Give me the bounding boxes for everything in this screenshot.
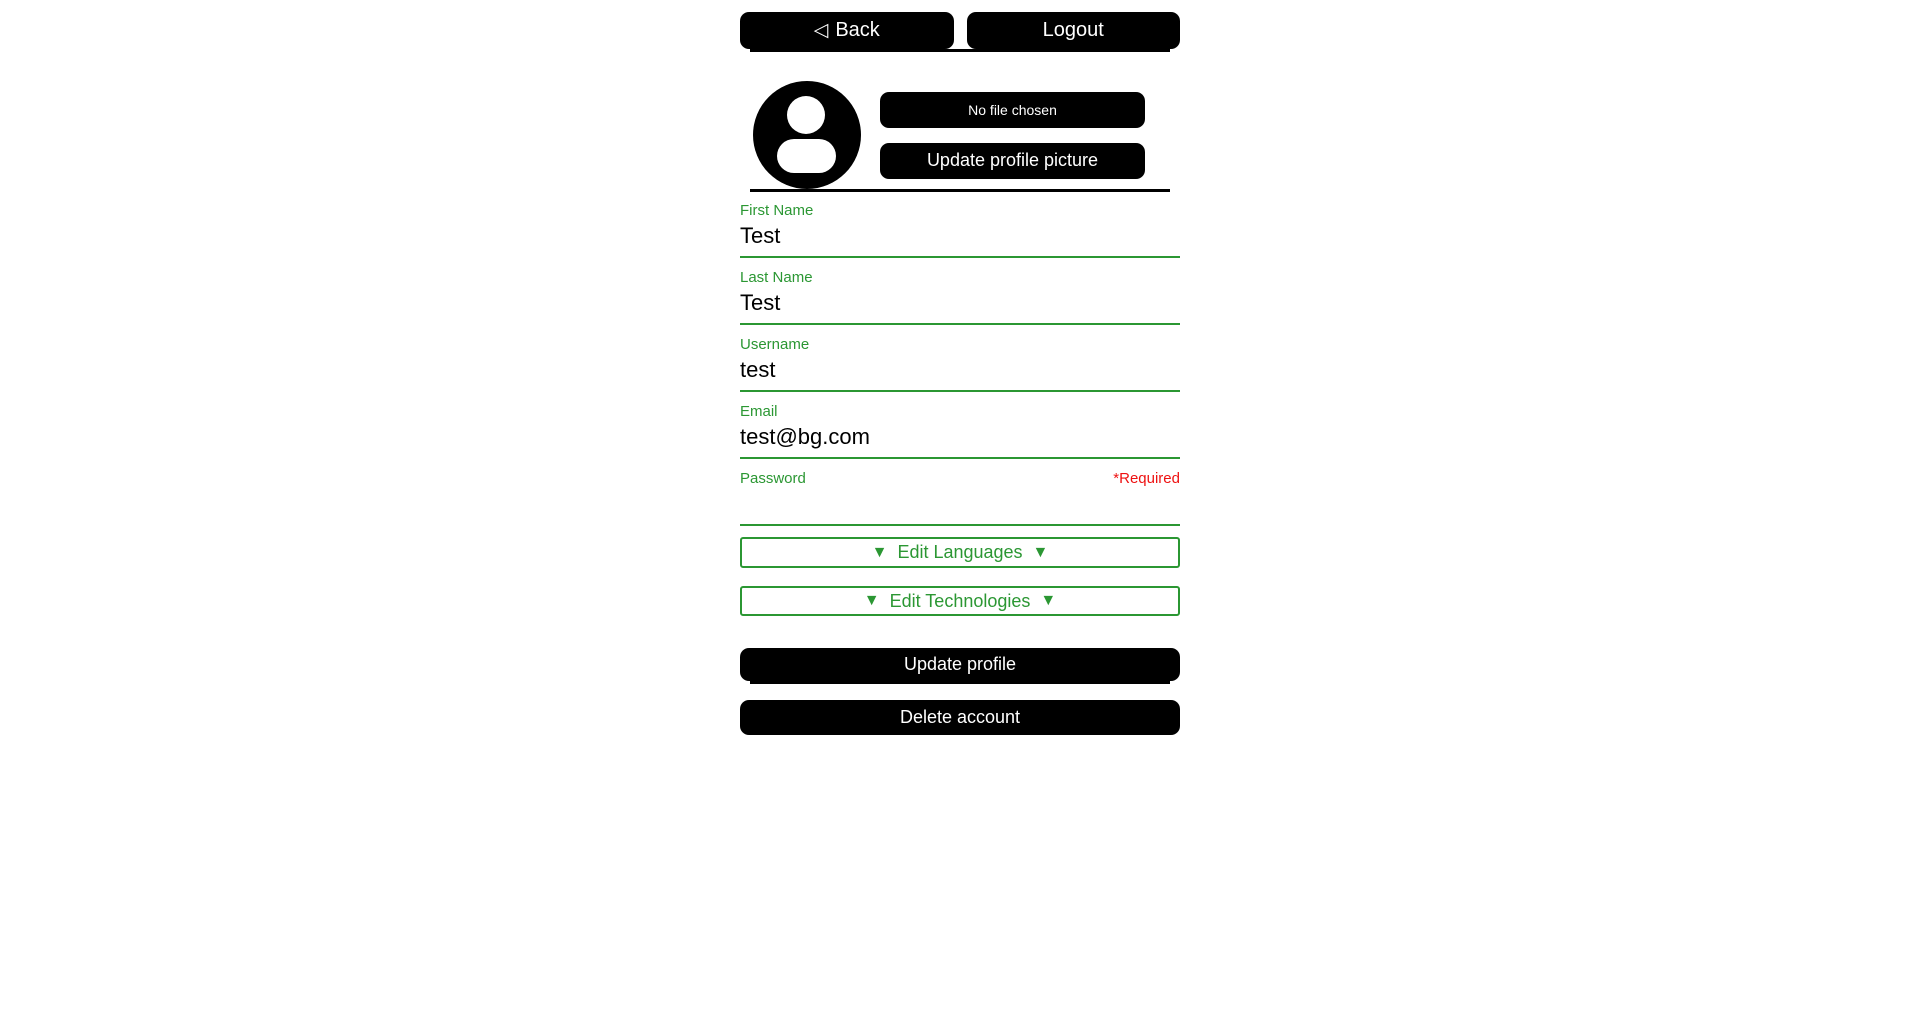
profile-picture-section xyxy=(740,81,1180,189)
first-name-label: First Name xyxy=(740,202,814,219)
field-email xyxy=(740,403,1180,459)
password-label-row xyxy=(740,470,1180,488)
top-nav xyxy=(740,12,1180,49)
delete-account-button[interactable] xyxy=(740,700,1180,735)
update-profile-button[interactable] xyxy=(740,648,1180,681)
field-password xyxy=(740,470,1180,526)
first-name-input[interactable] xyxy=(740,220,1180,258)
required-note: *Required xyxy=(1113,470,1180,487)
email-label: Email xyxy=(740,403,778,420)
caret-down-icon: ▼ xyxy=(1032,543,1049,561)
caret-down-icon: ▼ xyxy=(863,592,880,609)
divider xyxy=(750,681,1170,684)
field-username xyxy=(740,336,1180,392)
back-button[interactable] xyxy=(740,12,954,49)
picture-buttons xyxy=(880,92,1145,179)
file-chooser-button[interactable] xyxy=(880,92,1145,128)
field-last-name xyxy=(740,269,1180,325)
back-arrow-icon: ◁ xyxy=(813,20,829,41)
update-profile-label: Update profile xyxy=(903,654,1017,674)
person-icon xyxy=(753,81,861,189)
delete-account-label: Delete account xyxy=(899,707,1021,727)
email-input[interactable] xyxy=(740,421,1180,459)
caret-down-icon: ▼ xyxy=(871,543,888,561)
edit-languages-button[interactable] xyxy=(740,537,1180,568)
avatar xyxy=(753,81,861,189)
password-input[interactable] xyxy=(740,488,1180,526)
logout-button-label: Logout xyxy=(1042,19,1104,41)
back-button-label: Back xyxy=(835,19,880,41)
logout-button[interactable] xyxy=(967,12,1181,49)
profile-page xyxy=(740,0,1180,735)
username-label: Username xyxy=(740,336,810,353)
edit-languages-label: Edit Languages xyxy=(897,542,1023,562)
profile-form xyxy=(740,202,1180,681)
last-name-label: Last Name xyxy=(740,269,813,286)
caret-down-icon: ▼ xyxy=(1040,592,1057,609)
username-input[interactable] xyxy=(740,354,1180,392)
edit-technologies-button[interactable] xyxy=(740,586,1180,616)
edit-technologies-label: Edit Technologies xyxy=(889,590,1031,611)
update-picture-button[interactable] xyxy=(880,143,1145,179)
password-label: Password xyxy=(740,470,806,487)
last-name-input[interactable] xyxy=(740,287,1180,325)
field-first-name xyxy=(740,202,1180,258)
divider xyxy=(750,189,1170,192)
divider xyxy=(750,49,1170,52)
file-chooser-label: No file chosen xyxy=(968,101,1057,118)
update-picture-label: Update profile picture xyxy=(926,150,1099,170)
